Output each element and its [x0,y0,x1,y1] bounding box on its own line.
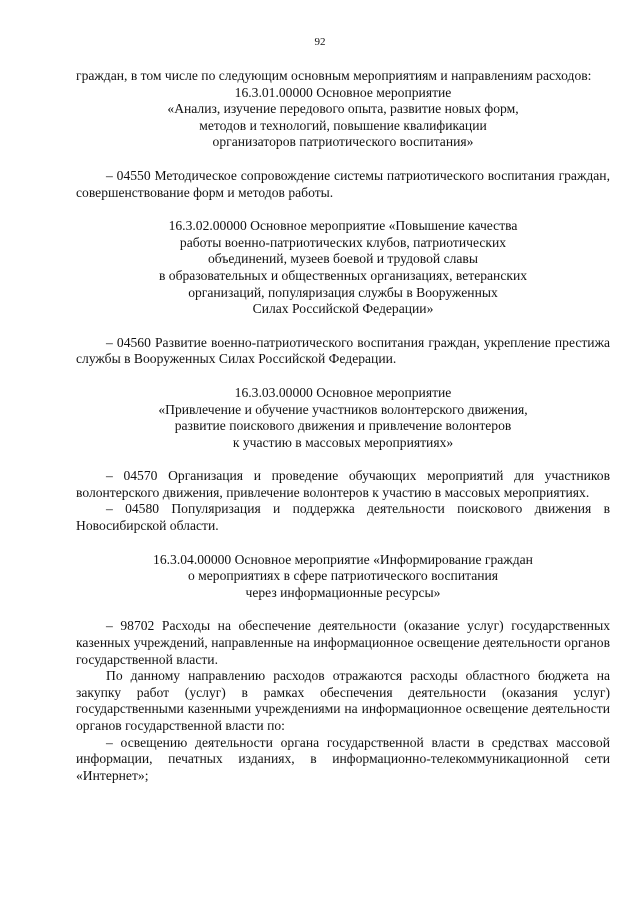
heading-line: 16.3.03.00000 Основное мероприятие [234,384,452,400]
heading-line: «Анализ, изучение передового опыта, развитие новых форм, [167,101,519,117]
heading-16-3-03 [76,385,610,451]
heading-line: к участию в массовых мероприятиях» [232,434,454,450]
paragraph-media: – освещению деятельности органа государственной власти в средствах массовой информации, печатных изданиях, в информационно-телекоммуникационной сети «Интернет»; [76,734,610,783]
heading-line: «Привлечение и обучение участников волонтерского движения, [158,401,528,417]
paragraph-intro: граждан, в том числе по следующим основным мероприятиям и направлениям расходов: [76,68,592,83]
heading-16-3-02 [76,218,610,318]
heading-line: работы военно-патриотических клубов, патриотических [179,234,507,250]
heading-16-3-01 [76,85,610,151]
page-number: 92 [314,36,326,48]
heading-line: о мероприятиях в сфере патриотического воспитания [187,568,499,584]
paragraph-04570: – 04570 Организация и проведение обучающих мероприятий для участников волонтерского движения, привлечение волонтеров к участию в массовых мероприятиях. [76,468,610,500]
heading-line: 16.3.01.00000 Основное мероприятие [234,84,452,100]
paragraph-04560: – 04560 Развитие военно-патриотического воспитания граждан, укрепление престижа службы в Вооруженных Силах Российской Федерации. [76,334,610,367]
paragraph-04580: – 04580 Популяризация и поддержка деятельности поискового движения в Новосибирской области. [76,501,610,534]
heading-line: организаторов патриотического воспитания» [212,134,474,150]
heading-line: 16.3.02.00000 Основное мероприятие «Повышение качества [168,218,518,234]
heading-line: организаций, популяризация службы в Вооруженных [188,284,498,300]
heading-16-3-04 [76,552,610,602]
heading-line: Силах Российской Федерации» [252,301,434,317]
heading-line: в образовательных и общественных организациях, ветеранских [158,267,528,283]
heading-line: объединений, музеев боевой и трудовой славы [208,251,478,267]
paragraph-98702: – 98702 Расходы на обеспечение деятельности (оказание услуг) государственных казенных учреждений, направленные на информационное освещение деятельности органов государственной власти. [76,618,610,667]
heading-line: через информационные ресурсы» [245,584,441,600]
heading-line: развитие поискового движения и привлечение волонтеров [174,418,512,434]
document-body [76,68,610,784]
heading-line: методов и технологий, повышение квалификации [199,117,487,133]
paragraph-04550: – 04550 Методическое сопровождение системы патриотического воспитания граждан, совершенствование форм и методов работы. [76,167,610,200]
paragraph-description: По данному направлению расходов отражаются расходы областного бюджета на закупку работ (услуг) в рамках обеспечения деятельности (оказания услуг) государственными казенными учреждениями на информационное освещение деятельности органов государственной власти по: [76,668,610,733]
heading-line: 16.3.04.00000 Основное мероприятие «Информирование граждан [153,551,533,567]
